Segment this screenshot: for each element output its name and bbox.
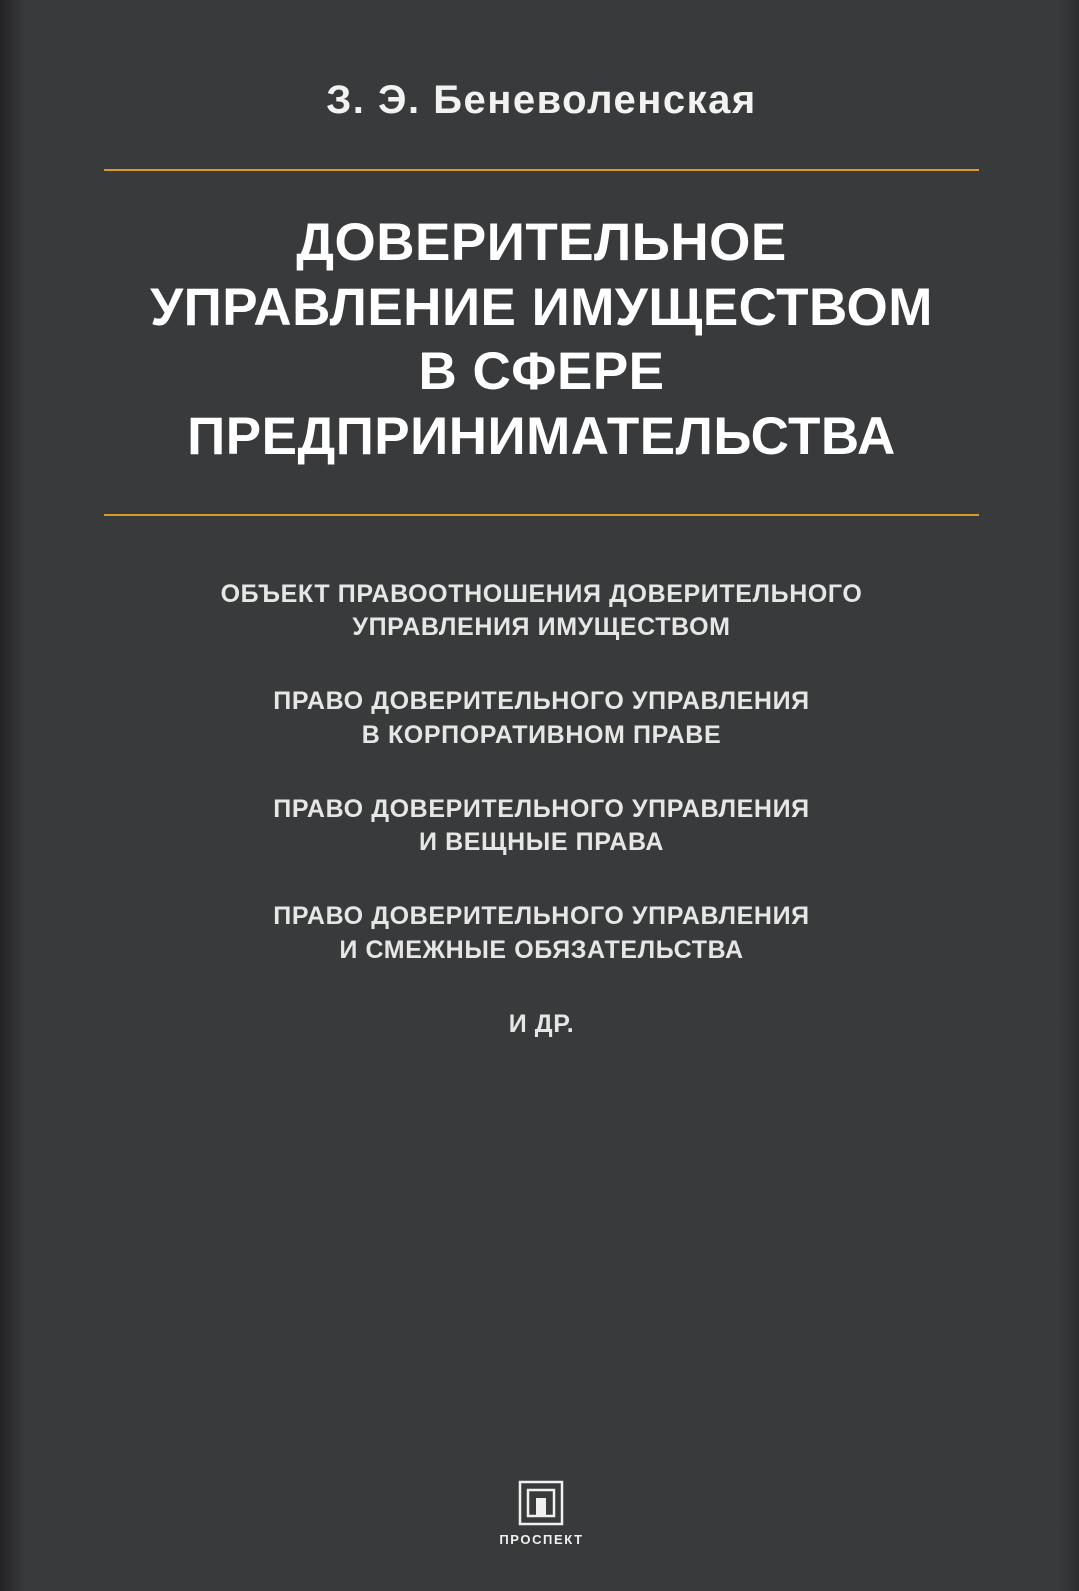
subject-line: И ДР.	[508, 1009, 575, 1038]
divider-bottom	[104, 514, 979, 516]
subject-item	[26, 685, 1057, 753]
subject-line: ПРАВО ДОВЕРИТЕЛЬНОГО УПРАВЛЕНИЯ	[273, 687, 810, 716]
book-title	[26, 211, 1057, 470]
title-line-4: ПРЕДПРИНИМАТЕЛЬСТВА	[187, 406, 896, 466]
title-line-2: УПРАВЛЕНИЕ ИМУЩЕСТВОМ	[150, 277, 933, 337]
subject-list	[26, 578, 1057, 1042]
subject-item	[26, 578, 1057, 646]
publisher-name: ПРОСПЕКТ	[499, 1532, 584, 1547]
subject-item	[26, 1008, 1057, 1042]
cover-content	[26, 0, 1057, 1591]
author-name: З. Э. Беневоленская	[326, 78, 757, 122]
divider-top	[104, 169, 979, 171]
subject-line: И СМЕЖНЫЕ ОБЯЗАТЕЛЬСТВА	[339, 935, 744, 964]
subject-line: В КОРПОРАТИВНОМ ПРАВЕ	[361, 720, 722, 749]
subject-line: УПРАВЛЕНИЯ ИМУЩЕСТВОМ	[352, 613, 731, 642]
publisher-logo-wrap	[499, 1480, 583, 1547]
subject-line: ОБЪЕКТ ПРАВООТНОШЕНИЯ ДОВЕРИТЕЛЬНОГО	[220, 579, 863, 608]
subject-line: И ВЕЩНЫЕ ПРАВА	[418, 828, 665, 857]
subject-line: ПРАВО ДОВЕРИТЕЛЬНОГО УПРАВЛЕНИЯ	[273, 902, 810, 931]
prospekt-logo-icon	[518, 1480, 564, 1526]
subject-item	[26, 900, 1057, 968]
title-line-3: В СФЕРЕ	[418, 342, 665, 402]
title-line-1: ДОВЕРИТЕЛЬНОЕ	[296, 213, 787, 272]
subject-line: ПРАВО ДОВЕРИТЕЛЬНОГО УПРАВЛЕНИЯ	[273, 794, 810, 823]
publisher-block	[26, 1480, 1057, 1549]
subject-item	[26, 793, 1057, 861]
